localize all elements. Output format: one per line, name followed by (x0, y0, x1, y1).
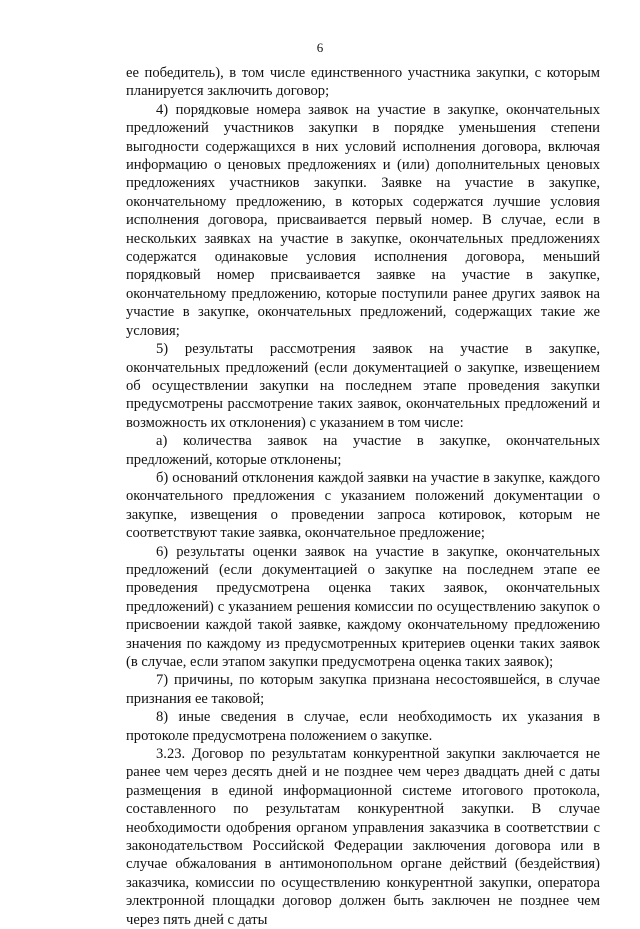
paragraph-3-23: 3.23. Договор по результатам конкурентной закупки заключается не ранее чем через десять дней и не позднее чем через двадцать дней с даты размещения в единой информационной системе итогового протокола, составленного по результатам конкурентной закупки. В случае необходимости одобрения органом управления заказчика в соответствии с законодательством Российской Федерации заключения договора или в случае обжалования в антимонопольном органе действий (бездействия) заказчика, комиссии по осуществлению конкурентной закупки, оператора электронной площадки договор должен быть заключен не позднее чем через пять дней с даты (126, 746, 600, 928)
document-body (126, 64, 600, 929)
page-number: 6 (316, 40, 324, 55)
paragraph-item-6: 6) результаты оценки заявок на участие в закупке, окончательных предложений (если документацией о закупке на последнем этапе ее проведения предусмотрена оценка таких заявок, окончательных предложений) с указанием решения комиссии по осуществлению закупок о присвоении каждой такой заявке, каждому окончательному предложению значения по каждому из предусмотренных критериев оценки таких заявок (в случае, если этапом закупки предусмотрена оценка таких заявок); (126, 543, 600, 670)
paragraph-item-4: 4) порядковые номера заявок на участие в закупке, окончательных предложений участников закупки в порядке уменьшения степени выгодности содержащихся в них условий исполнения договора, включая информацию о ценовых предложениях и (или) дополнительных ценовых предложениях участников закупки. Заявке на участие в закупке, окончательному предложению, в которых содержатся лучшие условия исполнения договора, присваивается первый номер. В случае, если в нескольких заявках на участие в закупке, окончательных предложениях содержатся одинаковые условия исполнения договора, меньший порядковый номер присваивается заявке на участие в закупке, окончательному предложению, которые поступили ранее других заявок на участие в закупке, окончательных предложений, содержащих такие же условия; (126, 101, 600, 339)
paragraph-item-5b: б) оснований отклонения каждой заявки на участие в закупке, каждого окончательного предложения с указанием положений документации о закупке, извещения о проведении запроса котировок, которым не соответствуют такие заявка, окончательное предложение; (126, 469, 600, 542)
paragraph-item-5a: а) количества заявок на участие в закупке, окончательных предложений, которые отклонены; (126, 433, 600, 468)
paragraph-continuation: ее победитель), в том числе единственного участника закупки, с которым планируется заключить договор; (126, 65, 600, 100)
paragraph-item-8: 8) иные сведения в случае, если необходимость их указания в протоколе предусмотрена положением о закупке. (126, 709, 600, 744)
paragraph-item-7: 7) причины, по которым закупка признана несостоявшейся, в случае признания ее таковой; (126, 672, 600, 707)
paragraph-item-5: 5) результаты рассмотрения заявок на участие в закупке, окончательных предложений (если документацией о закупке, извещением об осуществлении закупки на последнем этапе проведения закупки предусмотрены рассмотрение таких заявок, окончательных предложений и возможность их отклонения) с указанием в том числе: (126, 341, 600, 431)
